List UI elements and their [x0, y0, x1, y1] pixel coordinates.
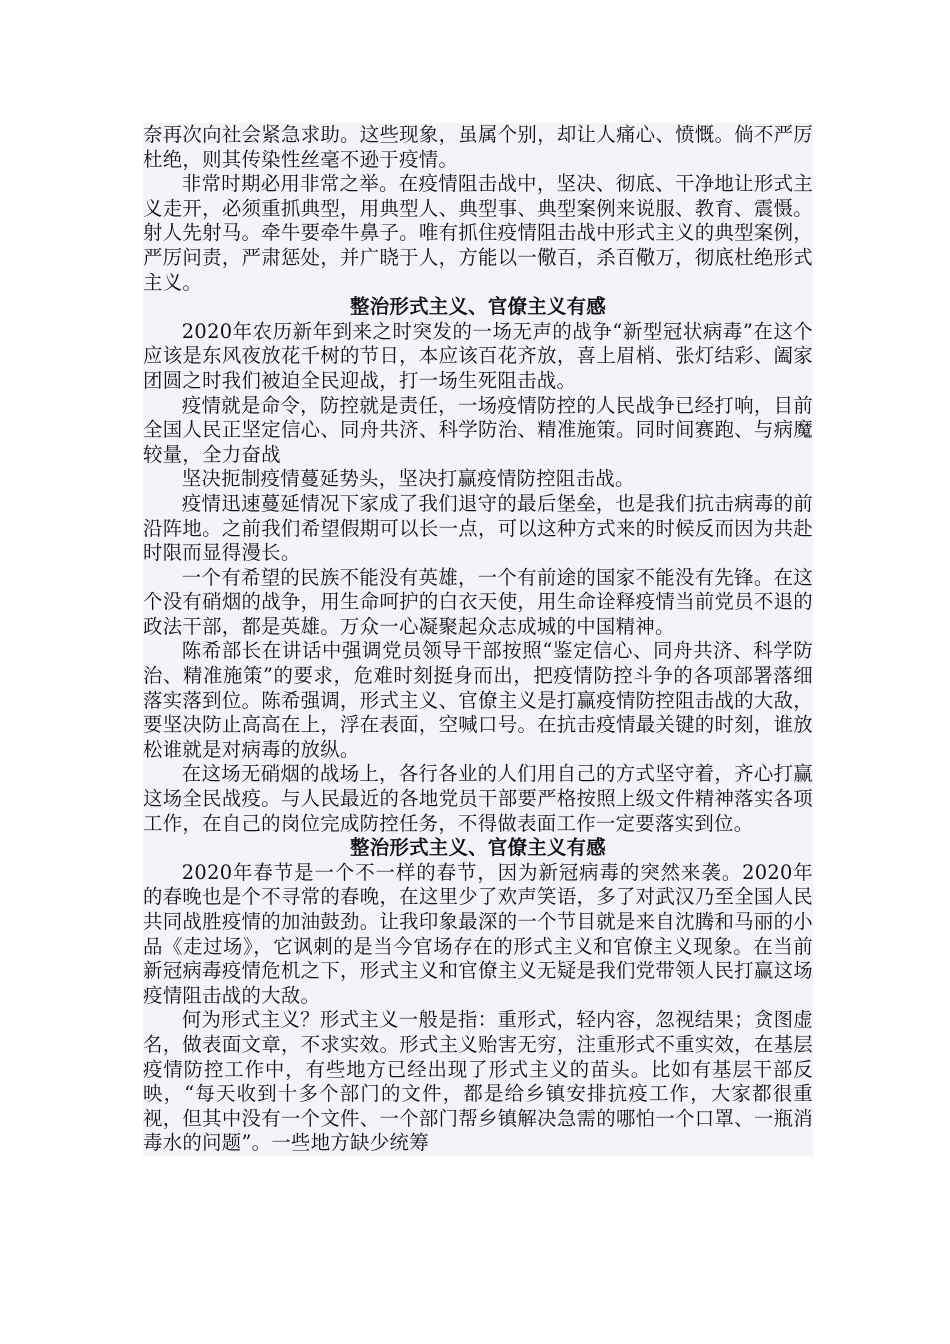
paragraph: 一个有希望的民族不能没有英雄，一个有前途的国家不能没有先锋。在这个没有硝烟的战争，用生命呵护的白衣天使，用生命诠释疫情当前党员不退的政法干部，都是英雄。万众一心凝聚起众志成城的中国精神。 — [143, 565, 813, 638]
section-heading: 整治形式主义、官僚主义有感 — [143, 295, 813, 320]
paragraph: 疫情迅速蔓延情况下家成了我们退守的最后堡垒，也是我们抗击病毒的前沿阵地。之前我们希望假期可以长一点，可以这种方式来的时候反而因为共赴时限而显得漫长。 — [143, 491, 813, 565]
paragraph: 陈希部长在讲话中强调党员领导干部按照“鉴定信心、同舟共济、科学防治、精准施策”的要求，危难时刻挺身而出，把疫情防控斗争的各项部署落细落实落到位。陈希强调，形式主义、官僚主义是打赢疫情防控阻击战的大敌，要坚决防止高高在上，浮在表面，空喊口号。在抗击疫情最关键的时刻，谁放松谁就是对病毒的放纵。 — [143, 639, 813, 761]
paragraph: 奈再次向社会紧急求助。这些现象，虽属个别，却让人痛心、愤慨。倘不严厉杜绝，则其传染性丝毫不逊于疫情。 — [143, 123, 813, 171]
paragraph: 坚决扼制疫情蔓延势头，坚决打赢疫情防控阻击战。 — [143, 467, 813, 492]
document-page — [143, 123, 813, 1156]
paragraph: 非常时期必用非常之举。在疫情阻击战中，坚决、彻底、干净地让形式主义走开，必须重抓典型，用典型人、典型事、典型案例来说服、教育、震慑。射人先射马。牵牛要牵牛鼻子。唯有抓住疫情阻击战中形式主义的典型案例，严厉问责，严肃惩处，并广晓于人，方能以一儆百，杀百儆万，彻底杜绝形式主义。 — [143, 172, 813, 294]
paragraph: 在这场无硝烟的战场上，各行各业的人们用自己的方式坚守着，齐心打赢这场全民战疫。与人民最近的各地党员干部要严格按照上级文件精神落实各项工作，在自己的岗位完成防控任务，不得做表面工作一定要落实到位。 — [143, 762, 813, 835]
section-heading: 整治形式主义、官僚主义有感 — [143, 836, 813, 861]
paragraph: 2020年春节是一个不一样的春节，因为新冠病毒的突然来袭。2020年的春晚也是个不寻常的春晚，在这里少了欢声笑语，多了对武汉乃至全国人民共同战胜疫情的加油鼓劲。让我印象最深的一个节目就是来自沈腾和马丽的小品《走过场》，它讽刺的是当今官场存在的形式主义和官僚主义现象。在当前新冠病毒疫情危机之下，形式主义和官僚主义无疑是我们党带领人民打赢这场疫情阻击战的大敌。 — [143, 860, 813, 1007]
paragraph: 疫情就是命令，防控就是责任，一场疫情防控的人民战争已经打响，目前全国人民正坚定信心、同舟共济、科学防治、精准施策。同时间赛跑、与病魔较量，全力奋战 — [143, 393, 813, 466]
paragraph: 2020年农历新年到来之时突发的一场无声的战争“新型冠状病毒”在这个应该是东风夜放花千树的节日，本应该百花齐放，喜上眉梢、张灯结彩、阖家团圆之时我们被迫全民迎战，打一场生死阻击战。 — [143, 319, 813, 392]
paragraph: 何为形式主义？形式主义一般是指：重形式，轻内容，忽视结果；贪图虚名，做表面文章，不求实效。形式主义贻害无穷，注重形式不重实效，在基层疫情防控工作中，有些地方已经出现了形式主义的苗头。比如有基层干部反映，“每天收到十多个部门的文件，都是给乡镇安排抗疫工作，大家都很重视，但其中没有一个文件、一个部门帮乡镇解决急需的哪怕一个口罩、一瓶消毒水的问题”。一些地方缺少统筹 — [143, 1008, 813, 1155]
